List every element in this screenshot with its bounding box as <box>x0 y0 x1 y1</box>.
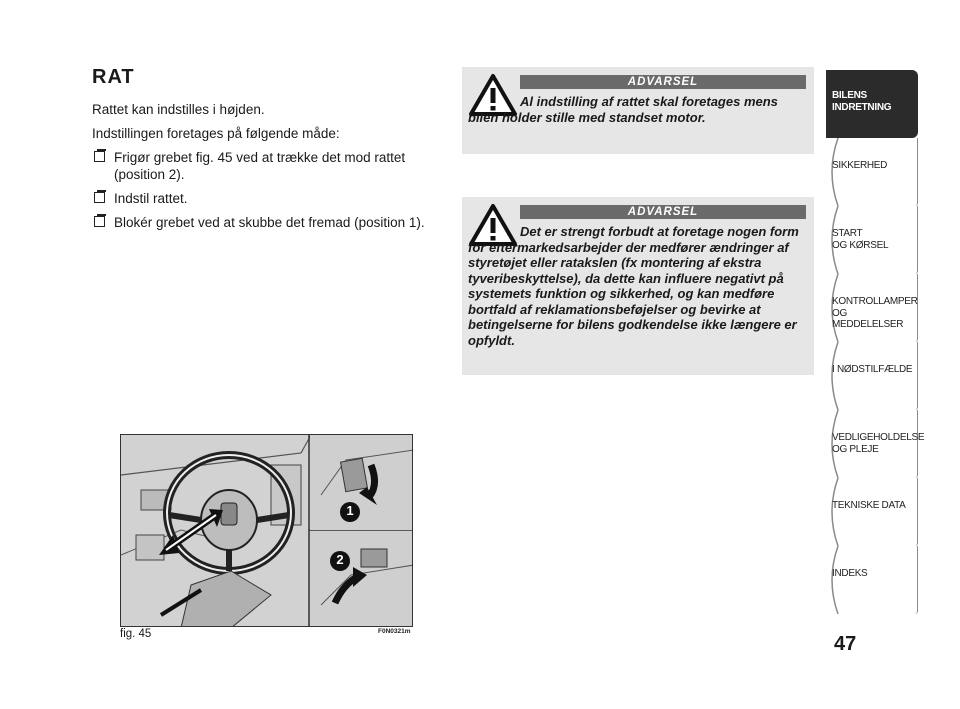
figure-caption: fig. 45 <box>120 628 152 640</box>
figure-code: F0N0321m <box>378 628 411 635</box>
tab-tekniske-data[interactable] <box>826 478 918 546</box>
tab-label: I NØDSTILFÆLDE <box>832 364 913 375</box>
tab-kontrollamper[interactable] <box>826 274 918 342</box>
main-content <box>92 66 452 238</box>
tab-vedligeholdelse[interactable] <box>826 410 925 478</box>
tab-label: BILENS INDRETNING <box>832 90 892 113</box>
warning-label: ADVARSEL <box>520 75 806 89</box>
tab-label: VEDLIGEHOLDELSE OG PLEJE <box>832 432 925 455</box>
callout-2: 2 <box>336 552 344 567</box>
list-item-text: Indstil rattet. <box>114 191 188 206</box>
figure-steering-wheel <box>120 434 413 627</box>
section-title: RAT <box>92 66 135 88</box>
tab-label: SIKKERHED <box>832 160 888 171</box>
warning-text: Al indstilling af rattet skal foretages mens bilen holder stille med standset motor. <box>468 94 778 125</box>
list-item <box>92 214 452 231</box>
warning-box <box>462 197 814 375</box>
tab-i-nodstilfaelde[interactable] <box>826 342 918 410</box>
tab-label: KONTROLLAMPER OG MEDDELELSER <box>832 296 918 330</box>
checkbox-bullet-icon <box>94 151 105 162</box>
chapter-tabs <box>826 70 925 614</box>
callout-1: 1 <box>346 503 354 518</box>
warning-label: ADVARSEL <box>520 205 806 219</box>
list-item <box>92 149 452 183</box>
steering-wheel-illustration <box>121 435 413 627</box>
tab-divider <box>825 342 839 410</box>
tab-label: INDEKS <box>832 568 868 579</box>
tab-divider <box>825 546 839 614</box>
list-item-text: Blokér grebet ved at skubbe det fremad (position 1). <box>114 215 425 230</box>
tab-label: TEKNISKE DATA <box>832 500 906 511</box>
tab-label: START OG KØRSEL <box>832 228 889 251</box>
page-number: 47 <box>834 633 857 655</box>
tab-bilens-indretning[interactable] <box>826 70 918 138</box>
warning-text: Det er strengt forbudt at foretage nogen form for eftermarkedsarbejder der medfører ændringer af styretøjet eller ratakslen (fx montering af ekstra tyveribeskyttelse), da dette kan influere negativt på systemets funktion og sikkerhed, og kan medføre bortfald af reklamationsbeføjelser og bevirke at betingelserne for bilens godkendelse ikke længere er opfyldt. <box>468 224 799 348</box>
checkbox-bullet-icon <box>94 192 105 203</box>
list-item <box>92 190 452 207</box>
tab-divider <box>825 478 839 546</box>
intro-text: Rattet kan indstilles i højden. <box>92 102 265 117</box>
tab-divider <box>825 138 839 206</box>
tab-sikkerhed[interactable] <box>826 138 918 206</box>
warning-box <box>462 67 814 154</box>
tab-indeks[interactable] <box>826 546 918 614</box>
checkbox-bullet-icon <box>94 216 105 227</box>
intro-text: Indstillingen foretages på følgende måde: <box>92 126 340 141</box>
tab-start-og-korsel[interactable] <box>826 206 918 274</box>
list-item-text: Frigør grebet fig. 45 ved at trække det mod rattet (position 2). <box>114 150 406 182</box>
